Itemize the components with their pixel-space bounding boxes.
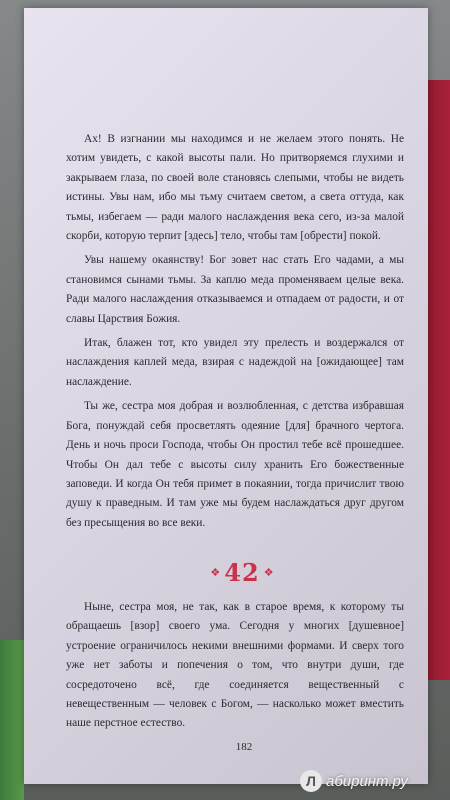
paragraph: Ах! В изгнании мы находимся и не желаем этого понять. Не хотим увидеть, с какой высоты пали. Но притворяемся глухими и закрываем глаза, по своей воле становясь слепыми, чтобы не видеть истины. Увы нам, ибо мы тьму считаем светом, а света оттуда, как тьмы, избегаем — ради малого наслаждения века сего, из-за малой скорби, которую терпит [здесь] тело, чтобы там [обрести] покой.	[66, 133, 404, 243]
ornament-right-icon: ❖	[263, 566, 274, 579]
paragraph: Ты же, сестра моя добрая и возлюбленная, с детства избравшая Бога, понуждай себя просветлять одеяние [для] брачного чертога. День и ночь проси Господа, чтобы Он простил тебе всё прошедшее. Чтобы Он дал тебе с высоты силу хранить Его божественные заповеди. И когда Он тебя примет в покаянии, тогда причислит твою душу к праведным. И там уже мы будем наслаждаться друг другом без пресыщения во все веки.	[66, 400, 404, 529]
chapter-number: 42	[224, 557, 260, 587]
paragraph: Итак, блажен тот, кто увидел эту прелесть и воздержался от наслаждения каплей меда, взирая с надеждой на [ожидающее] там наслаждение.	[66, 337, 404, 388]
page-number: 182	[235, 741, 253, 753]
book-cover-edge-green	[0, 640, 24, 800]
paragraph: Ныне, сестра моя, не так, как в старое время, к которому ты обращаешь [взор] своего ума. Сегодня у многих [душевное] устроение ограничилось некими внешними формами. И сверх того уже нет заботы и попечения о том, что внутри души, где сосредоточено всё, где соединяется вещественный с невещественным — человек с Богом, — насколько может вместить наше перстное естество.	[66, 601, 404, 730]
paragraph: Увы нашему окаянству! Бог зовет нас стать Его чадами, а мы становимся сынами тьмы. За каплю меда променяваем целые века. Ради малого наслаждения отказываемся и отпадаем от радости, и от славы Царствия Божия.	[66, 254, 404, 325]
watermark	[300, 766, 450, 796]
watermark-text: абиринт.ру	[326, 772, 408, 790]
labirint-logo-icon: Л	[300, 770, 322, 792]
chapter-41-text	[66, 130, 404, 538]
ornament-left-icon: ❖	[210, 566, 221, 579]
book-page	[24, 8, 428, 784]
chapter-heading	[192, 558, 292, 586]
chapter-42-text	[66, 598, 404, 739]
